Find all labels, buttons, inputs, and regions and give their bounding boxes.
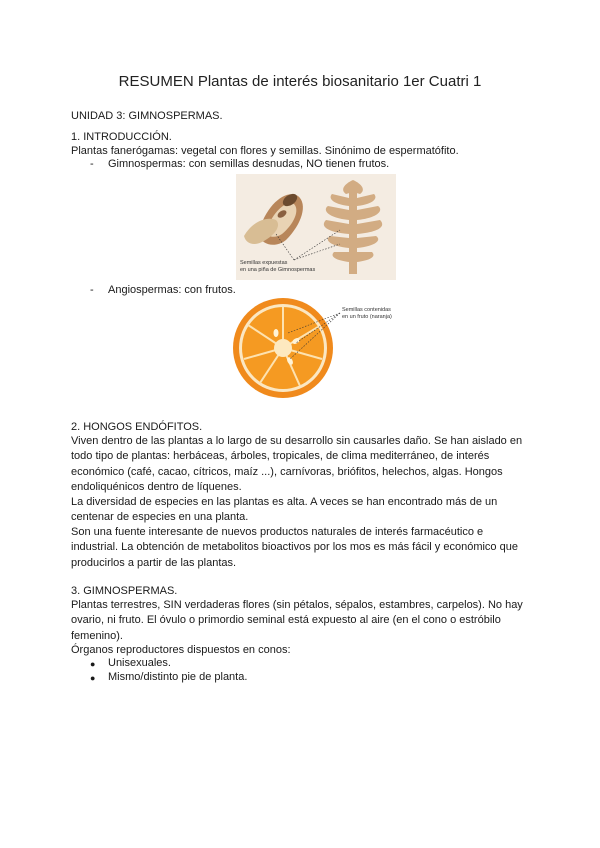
hongos-paragraph-2: La diversidad de especies en las plantas es alta. A veces se han encontrado más de un centenar de especies en una planta. — [71, 496, 498, 524]
hongos-paragraph-3: Son una fuente interesante de nuevos productos naturales de interés farmacéutico e industrial. La obtención de metabolitos bioactivos por los mos es más fácil y económico que producirlos a partir de las plantas. — [71, 526, 518, 569]
figure2-label-line1: Semillas contenidas — [342, 307, 391, 313]
dash-marker: - — [90, 158, 94, 170]
unit-heading: UNIDAD 3: GIMNOSPERMAS. — [71, 110, 223, 122]
gymnosperm-cone-figure — [236, 174, 396, 280]
bullet-icon: ● — [90, 673, 96, 683]
gimnospermas-paragraph-1: Plantas terrestres, SIN verdaderas flores (sin pétalos, sépalos, estambres, carpelos). No hay ovario, ni fruto. El óvulo o primordio seminal está expuesto al aire (en el cono o estróbilo femenino). — [71, 599, 523, 642]
orange-cross-section-figure — [230, 297, 412, 403]
section-heading-introduccion: 1. INTRODUCCIÓN. — [71, 131, 172, 143]
section-heading-hongos: 2. HONGOS ENDÓFITOS. — [71, 421, 203, 433]
bullet-icon: ● — [90, 659, 96, 669]
bullet-item-1: Unisexuales. — [108, 657, 171, 669]
figure2-label-line2: en un fruto (naranja) — [342, 314, 392, 320]
bullet-item-2: Mismo/distinto pie de planta. — [108, 671, 248, 683]
section-heading-gimnospermas: 3. GIMNOSPERMAS. — [71, 585, 178, 597]
page-title: RESUMEN Plantas de interés biosanitario 1er Cuatri 1 — [118, 73, 482, 90]
hongos-paragraph-1: Viven dentro de las plantas a lo largo de su desarrollo sin causarles daño. Se han aislado en todo tipo de plantas: herbáceas, árboles, tropicales, de clima mediterráneo, de interés económico (café, cacao, cítricos, maíz ...), carnívoras, briófitos, helechos, algas. Hongos endoliquénicos dentro de líquenes. — [71, 435, 523, 493]
orange-icon — [233, 298, 333, 398]
gimnospermas-paragraph-2: Órganos reproductores dispuestos en conos: — [71, 644, 291, 656]
dash-marker: - — [90, 284, 94, 296]
figure1-label-line2: en una piña de Gimnospermas — [240, 267, 316, 273]
list-item-gimnospermas: Gimnospermas: con semillas desnudas, NO tienen frutos. — [108, 158, 390, 170]
figure1-label-line1: Semillas expuestas — [240, 260, 288, 266]
list-item-angiospermas: Angiospermas: con frutos. — [108, 284, 236, 296]
intro-text: Plantas fanerógamas: vegetal con flores y semillas. Sinónimo de espermatófito. — [71, 145, 459, 157]
